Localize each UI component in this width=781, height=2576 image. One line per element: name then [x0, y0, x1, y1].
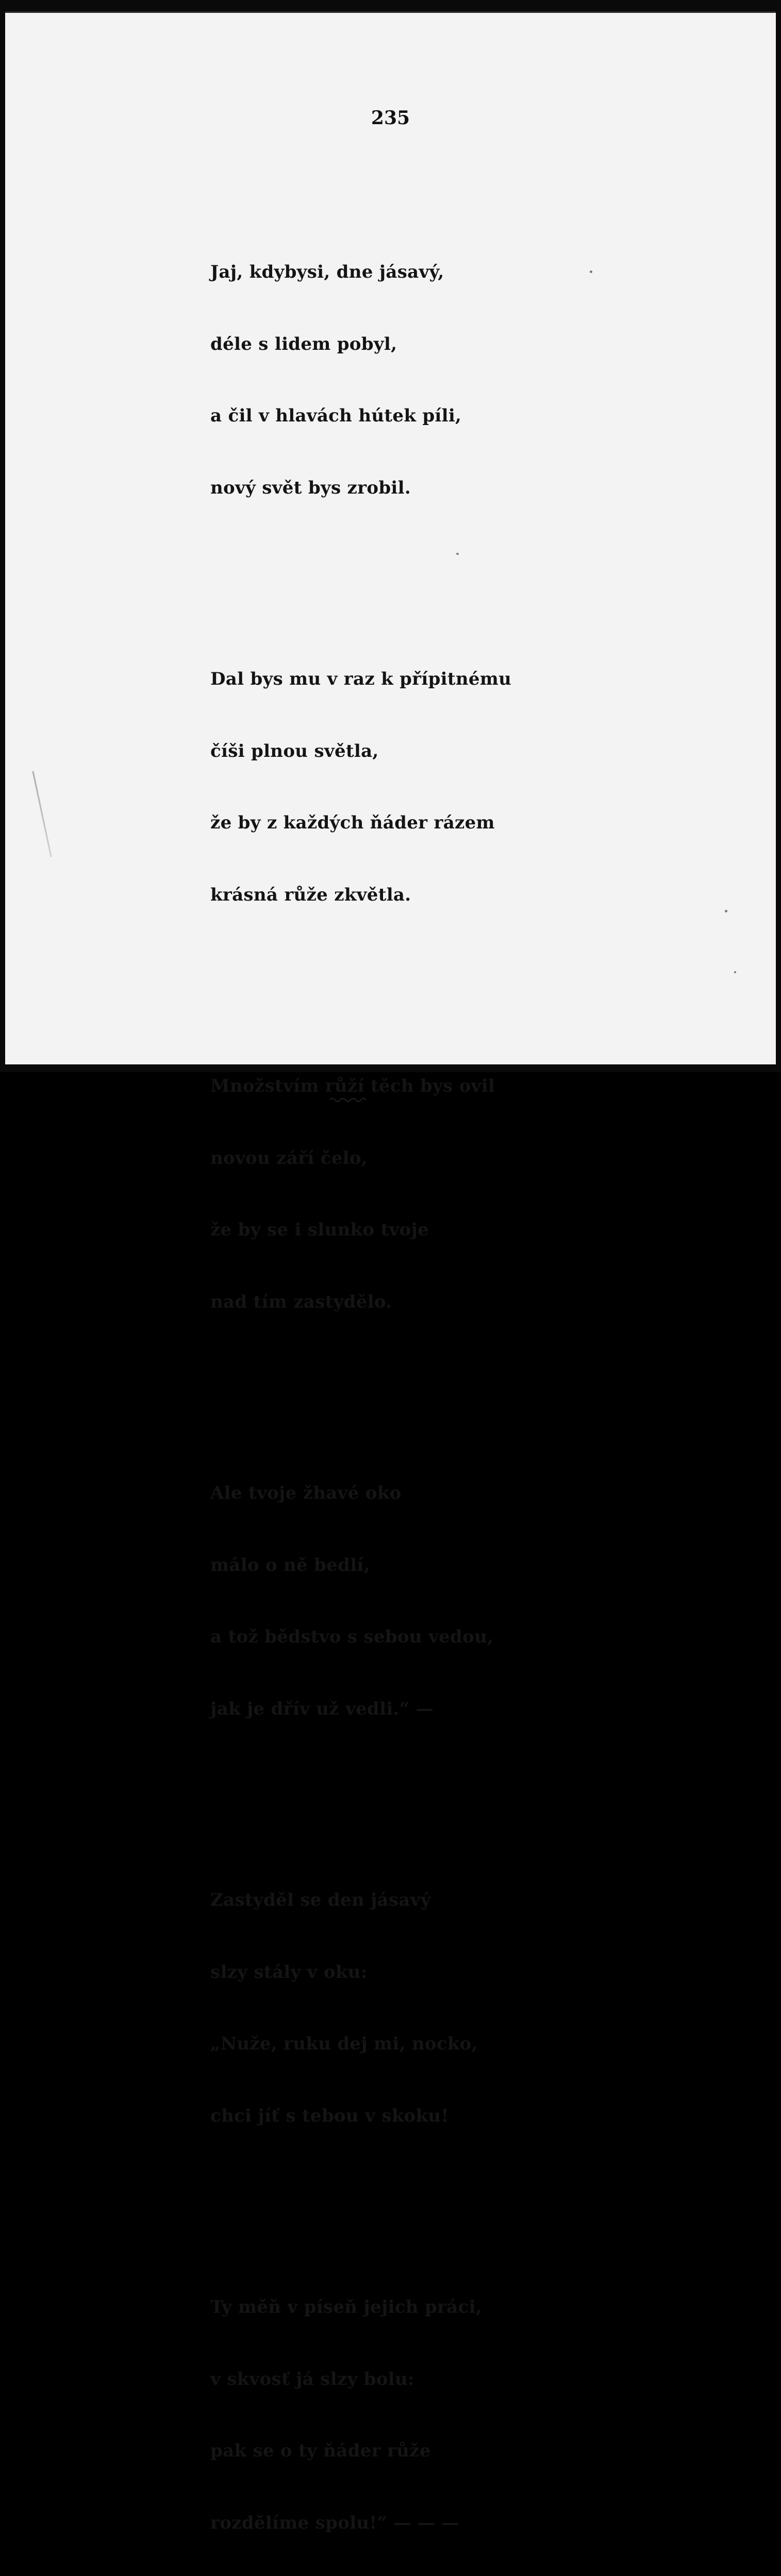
poem-line: chci jíť s tebou v skoku!	[210, 2105, 449, 2126]
poem-line: Jaj, kdybysi, dne jásavý,	[210, 262, 444, 282]
book-page	[5, 11, 776, 2533]
poem-line: málo o ně bedlí,	[210, 1554, 370, 1575]
page-number: 235	[371, 107, 410, 129]
poem-line: a tož bědstvo s sebou vedou,	[210, 1626, 494, 1647]
poem-line: Ale tvoje žhavé oko	[210, 1483, 402, 1503]
poem-line: novou září čelo,	[210, 1147, 368, 1168]
poem-line: „Nuže, ruku dej mi, nocko,	[210, 2033, 478, 2054]
paper-speck	[590, 270, 592, 273]
poem-line: že by se i slunko tvoje	[210, 1219, 429, 1240]
poem-line: číši plnou světla,	[210, 740, 379, 761]
paper-speck	[456, 553, 459, 555]
poem-line: že by z každých ňáder rázem	[210, 812, 495, 833]
poem-line: Zastyděl se den jásavý	[210, 1890, 431, 1910]
poem-line: nový svět bys zrobil.	[210, 477, 411, 498]
stanza-6	[210, 2247, 511, 2576]
poem-line: déle s lidem pobyl,	[210, 333, 397, 354]
poem-line: Ty měň v píseň jejich práci,	[210, 2297, 482, 2317]
end-ornament	[329, 1096, 370, 1104]
stanza-2	[210, 619, 511, 955]
poem	[210, 164, 511, 2576]
poem-line: a čil v hlavách hútek píli,	[210, 405, 462, 426]
stanza-5	[210, 1840, 511, 2176]
stanza-1	[210, 212, 511, 548]
page-crease	[32, 771, 52, 857]
paper-speck	[734, 971, 736, 973]
paper-speck	[725, 910, 727, 912]
poem-line: jak je dřív už vedli.“ —	[210, 1698, 434, 1719]
poem-line: pak se o ty ňáder růže	[210, 2441, 431, 2461]
poem-line: rozdělíme spolu!“ — — —	[210, 2512, 459, 2533]
stanza-4	[210, 1433, 511, 1769]
poem-line: nad tím zastydělo.	[210, 1291, 392, 1312]
poem-line: Množstvím růží těch bys ovil	[210, 1076, 495, 1096]
poem-line: Dal bys mu v raz k přípitnému	[210, 669, 512, 689]
poem-line: slzy stály v oku:	[210, 1961, 368, 1982]
poem-line: v skvosť já slzy bolu:	[210, 2368, 414, 2389]
stanza-3	[210, 1026, 511, 1362]
poem-line: krásná růže zkvětla.	[210, 884, 411, 905]
